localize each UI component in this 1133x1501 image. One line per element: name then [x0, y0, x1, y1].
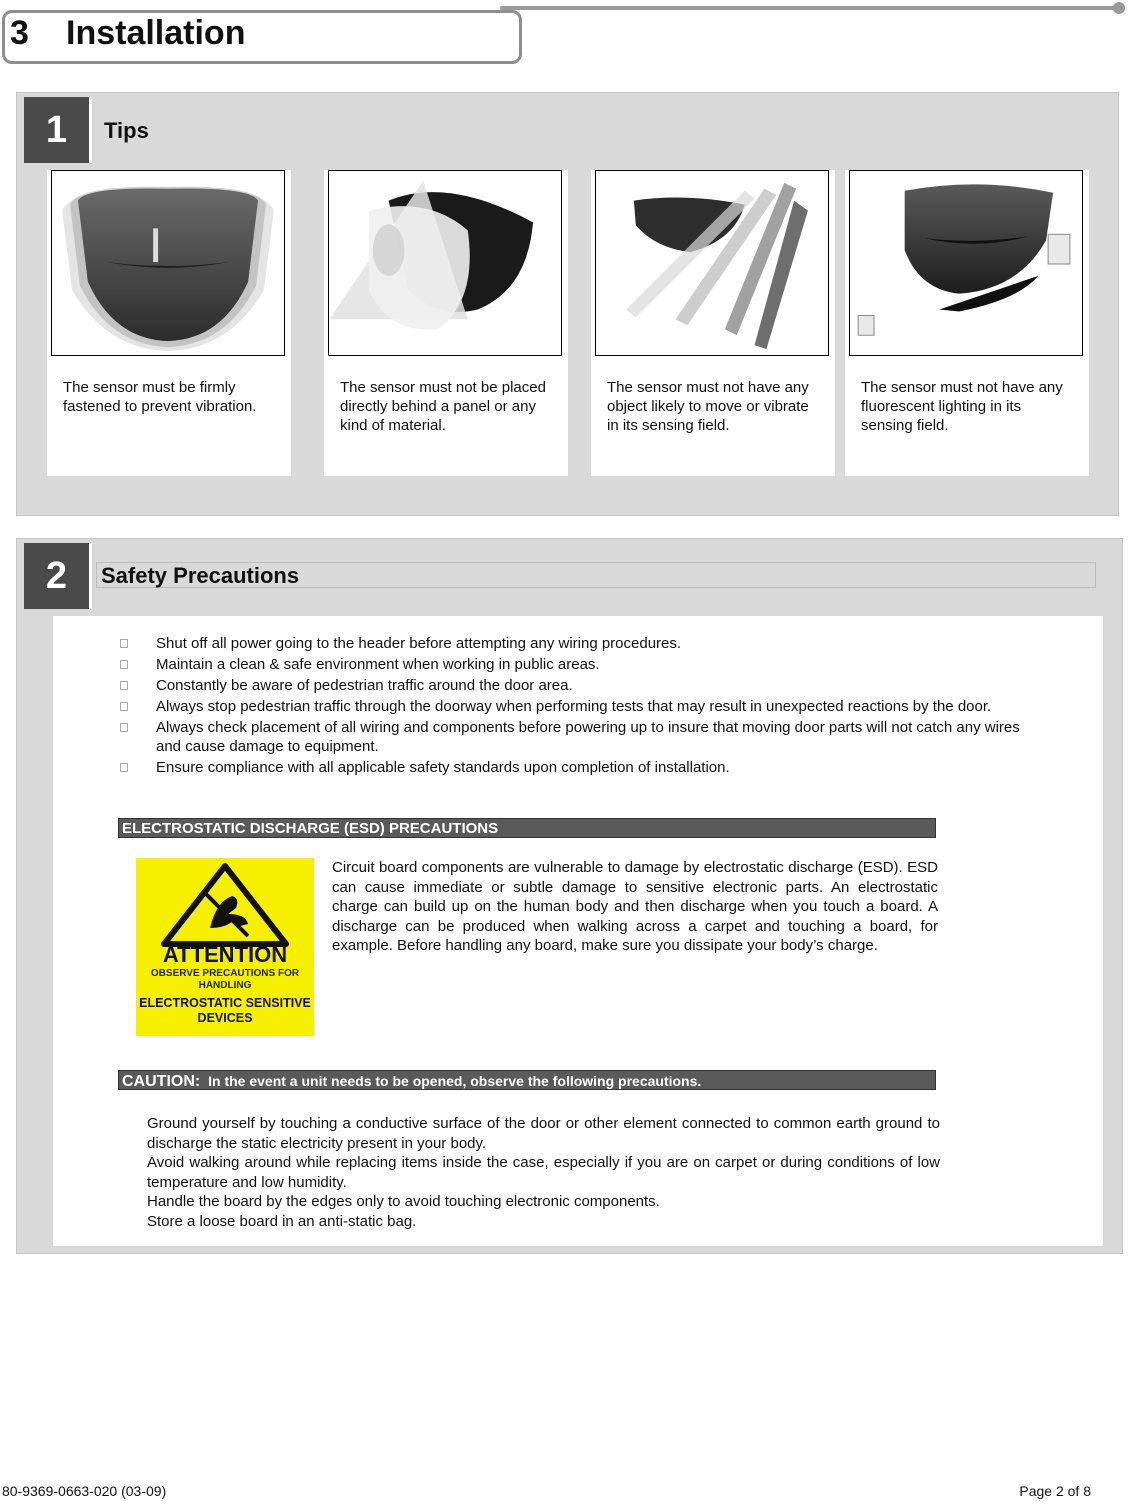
esd-label-observe: OBSERVE PRECAUTIONS FOR HANDLING [150, 968, 300, 991]
tips-title: Tips [104, 118, 149, 143]
caution-paragraph: Avoid walking around while replacing items inside the case, especially if you are on carpet or during conditions of low temperature and low humidity. [147, 1154, 940, 1191]
sensor-fluorescent-illustration [849, 170, 1083, 356]
list-item: Shut off all power going to the header before attempting any wiring procedures. [120, 634, 1020, 653]
tip-caption: The sensor must be firmly fastened to prevent vibration. [63, 379, 257, 415]
caution-label: CAUTION: [122, 1073, 201, 1090]
esd-heading: ELECTROSTATIC DISCHARGE (ESD) PRECAUTIONS [118, 818, 936, 838]
list-item: Always stop pedestrian traffic through the doorway when performing tests that may result in unexpected reactions by the door. [120, 697, 1020, 716]
esd-label-devices: ELECTROSTATIC SENSITIVE DEVICES [139, 996, 311, 1025]
chapter-title: Installation [66, 14, 246, 52]
caution-heading [118, 1070, 936, 1090]
caution-heading-text: In the event a unit needs to be opened, observe the following precautions. [208, 1073, 702, 1089]
tip-card [47, 170, 291, 476]
sensor-behind-panel-illustration [328, 170, 562, 356]
sensor-vibration-svg [52, 171, 284, 355]
esd-warning-label [136, 858, 314, 1036]
tip-card [591, 170, 835, 476]
tip-card [324, 170, 568, 476]
caution-paragraph: Handle the board by the edges only to avoid touching electronic components. [147, 1193, 660, 1210]
list-item: Maintain a clean & safe environment when working in public areas. [120, 655, 1020, 674]
chapter-number: 3 [10, 14, 29, 52]
footer-doc-number: 80-9369-0663-020 (03-09) [2, 1483, 167, 1499]
sensor-fluorescent-svg [850, 171, 1082, 355]
tips-badge: 1 [24, 97, 92, 163]
safety-bullet-list [120, 634, 1020, 779]
header-rule [500, 6, 1118, 10]
safety-title: Safety Precautions [101, 563, 300, 588]
tip-caption: The sensor must not have any object likely to move or vibrate in its sensing field. [607, 379, 809, 434]
list-item: Constantly be aware of pedestrian traffic around the door area. [120, 676, 1020, 695]
header-rule-dot [1113, 2, 1125, 14]
tip-card [845, 170, 1089, 476]
sensor-moving-object-illustration [595, 170, 829, 356]
tip-caption: The sensor must not have any fluorescent lighting in its sensing field. [861, 379, 1063, 434]
sensor-moving-svg [596, 171, 828, 355]
safety-badge: 2 [24, 543, 92, 609]
tip-caption: The sensor must not be placed directly behind a panel or any kind of material. [340, 379, 546, 434]
esd-label-attention: ATTENTION [162, 942, 288, 967]
footer-page-number: Page 2 of 8 [1019, 1483, 1091, 1499]
list-item: Always check placement of all wiring and components before powering up to insure that moving door parts will not catch any wires and cause damage to equipment. [120, 718, 1020, 756]
caution-paragraph: Ground yourself by touching a conductive surface of the door or other element connected to common earth ground to discharge the static electricity present in your body. [147, 1115, 940, 1152]
list-item: Ensure compliance with all applicable safety standards upon completion of installation. [120, 758, 1020, 777]
esd-paragraph: Circuit board components are vulnerable to damage by electrostatic discharge (ESD). ESD can cause immediate or subtle damage to sensitive electronic parts. An electrostatic charge can build up on the human body and then discharge when you touch a board. A discharge can be produced when walking across a carpet and touching a board, for example. Before handling any board, make sure you dissipate your body’s charge. [332, 859, 938, 954]
caution-paragraph: Store a loose board in an anti-static bag. [147, 1212, 417, 1230]
esd-warning-icon [136, 862, 314, 952]
sensor-vibration-illustration [51, 170, 285, 356]
caution-paragraphs [147, 1114, 940, 1231]
sensor-panel-svg [329, 171, 561, 355]
